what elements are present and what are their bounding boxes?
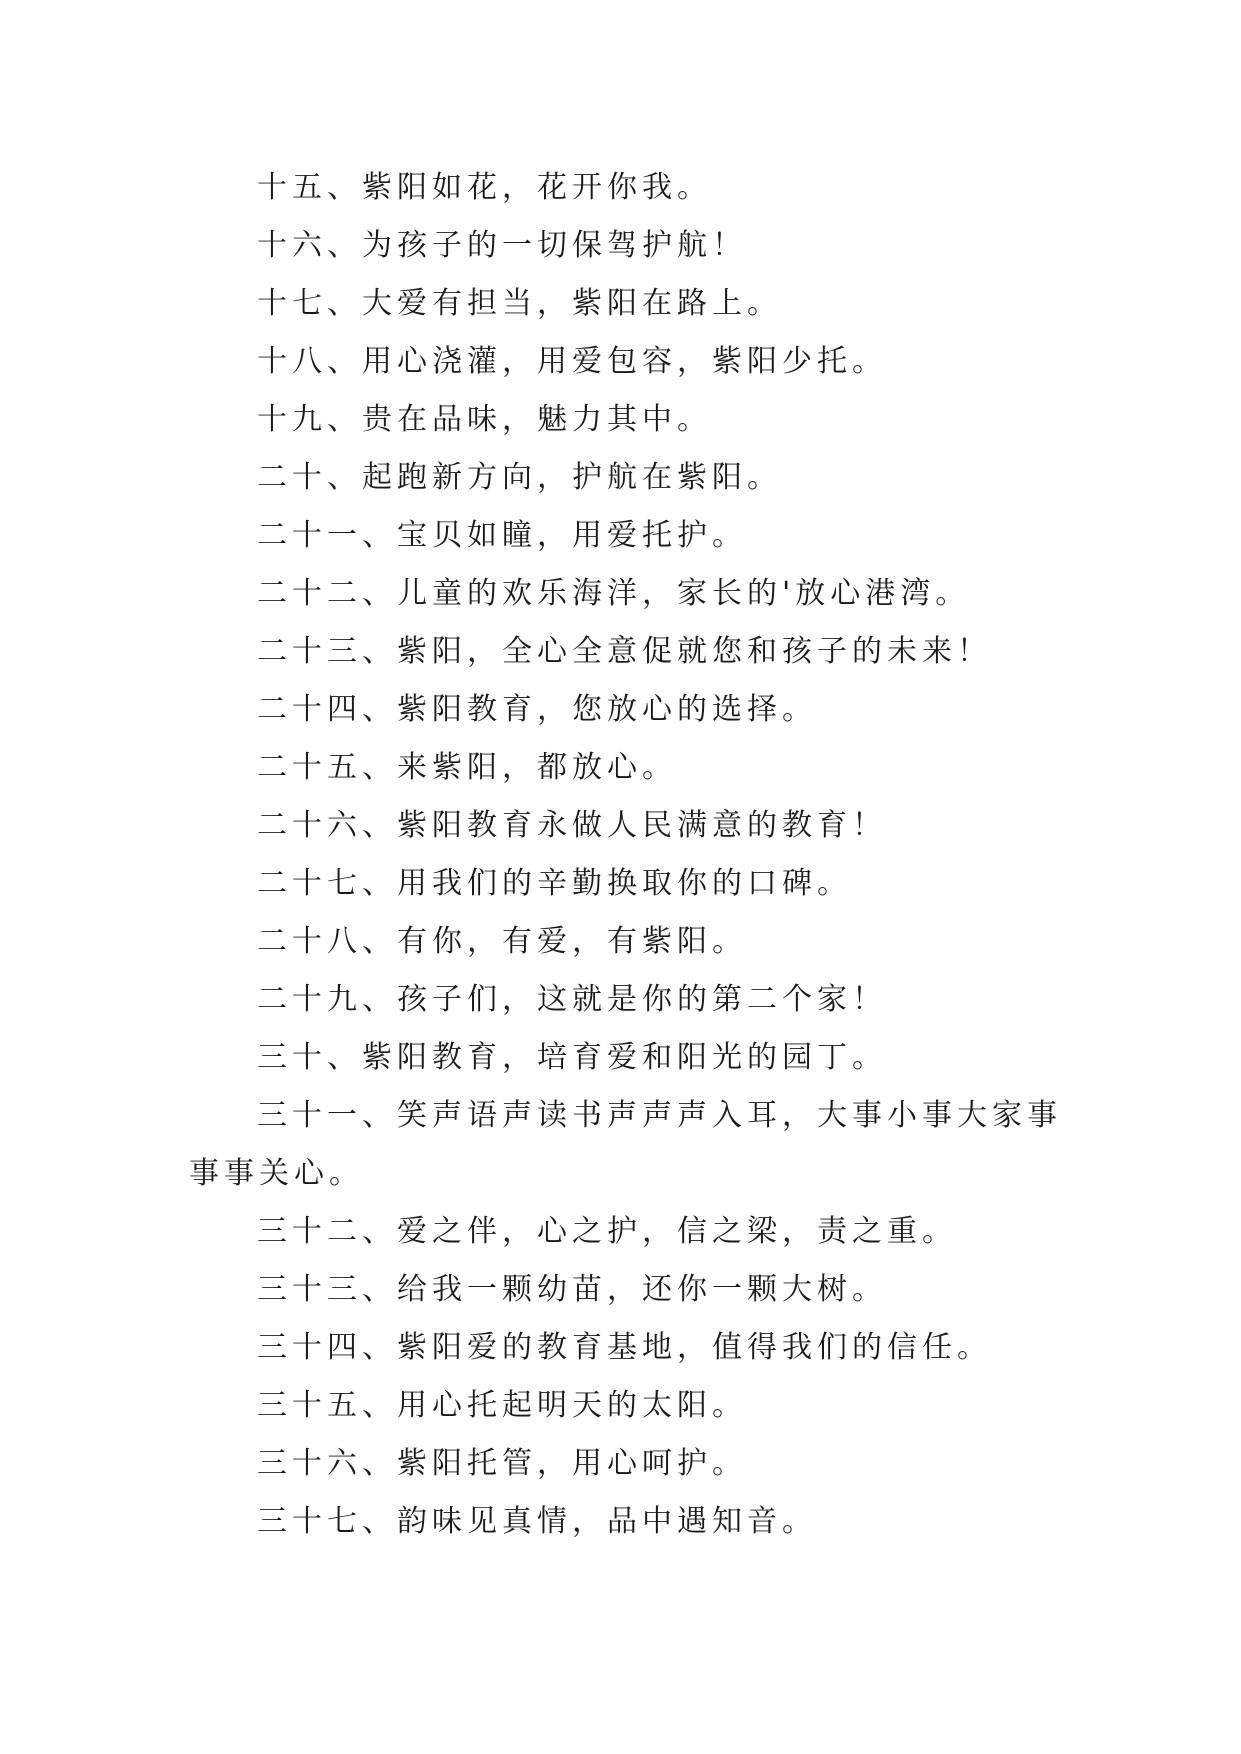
paragraph-17: 十七、大爱有担当，紫阳在路上。 [257, 286, 782, 321]
paragraph-23: 二十三、紫阳，全心全意促就您和孩子的未来！ [257, 634, 992, 669]
paragraph-28: 二十八、有你，有爱，有紫阳。 [257, 924, 747, 959]
paragraph-26: 二十六、紫阳教育永做人民满意的教育！ [257, 808, 887, 843]
paragraph-15: 十五、紫阳如花，花开你我。 [257, 170, 712, 205]
paragraph-21: 二十一、宝贝如瞳，用爱托护。 [257, 518, 747, 553]
paragraph-20: 二十、起跑新方向，护航在紫阳。 [257, 460, 782, 495]
document-body [189, 159, 1069, 1551]
paragraph-37: 三十七、韵味见真情，品中遇知音。 [257, 1504, 817, 1539]
paragraph-31: 三十一、笑声语声读书声声声入耳，大事小事大家事事事关心。 [189, 1098, 1062, 1191]
paragraph-34: 三十四、紫阳爱的教育基地，值得我们的信任。 [257, 1330, 992, 1365]
paragraph-19: 十九、贵在品味，魅力其中。 [257, 402, 712, 437]
paragraph-30: 三十、紫阳教育，培育爱和阳光的园丁。 [257, 1040, 887, 1075]
paragraph-36: 三十六、紫阳托管，用心呵护。 [257, 1446, 747, 1481]
paragraph-22: 二十二、儿童的欢乐海洋，家长的'放心港湾。 [257, 576, 971, 611]
paragraph-18: 十八、用心浇灌，用爱包容，紫阳少托。 [257, 344, 887, 379]
paragraph-29: 二十九、孩子们，这就是你的第二个家！ [257, 982, 887, 1017]
paragraph-16: 十六、为孩子的一切保驾护航！ [257, 228, 747, 263]
paragraph-25: 二十五、来紫阳，都放心。 [257, 750, 677, 785]
paragraph-33: 三十三、给我一颗幼苗，还你一颗大树。 [257, 1272, 887, 1307]
paragraph-35: 三十五、用心托起明天的太阳。 [257, 1388, 747, 1423]
paragraph-27: 二十七、用我们的辛勤换取你的口碑。 [257, 866, 852, 901]
paragraph-24: 二十四、紫阳教育，您放心的选择。 [257, 692, 817, 727]
paragraph-32: 三十二、爱之伴，心之护，信之梁，责之重。 [257, 1214, 957, 1249]
